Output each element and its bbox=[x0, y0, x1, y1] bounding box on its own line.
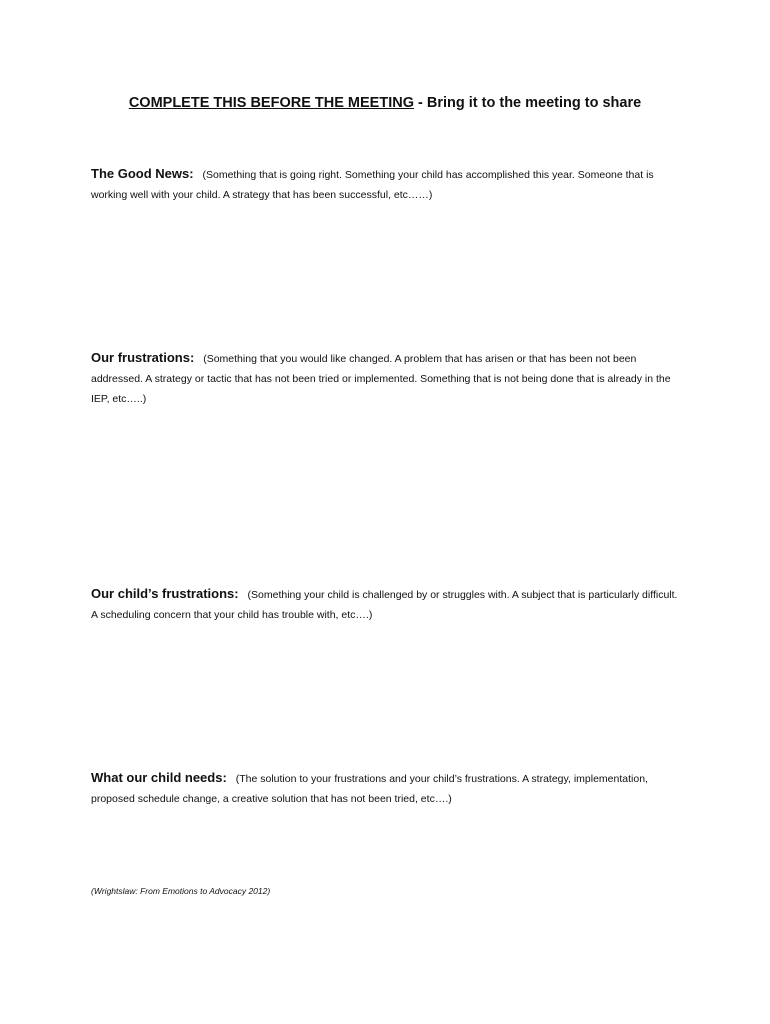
section-childs-frustrations bbox=[91, 584, 681, 625]
section-text: (The solution to your frustrations and your child’s frustrations. A strategy, implementation, proposed schedule change, a creative solution that has not been tried, etc….) bbox=[91, 773, 648, 805]
page-title bbox=[0, 95, 770, 111]
section-our-frustrations bbox=[91, 348, 681, 409]
section-heading: Our child’s frustrations: bbox=[91, 586, 239, 601]
section-heading: The Good News: bbox=[91, 166, 194, 181]
section-child-needs bbox=[91, 768, 681, 809]
citation: (Wrightslaw: From Emotions to Advocacy 2012) bbox=[91, 886, 271, 896]
section-heading: What our child needs: bbox=[91, 770, 227, 785]
section-text: (Something your child is challenged by or struggles with. A subject that is particularly difficult. A scheduling concern that your child has trouble with, etc….) bbox=[91, 589, 678, 621]
title-underlined: COMPLETE THIS BEFORE THE MEETING bbox=[128, 95, 414, 111]
section-good-news bbox=[91, 164, 681, 205]
title-rest: - Bring it to the meeting to share bbox=[414, 95, 642, 111]
section-text: (Something that you would like changed. A problem that has arisen or that has been not been addressed. A strategy or tactic that has not been tried or implemented. Something that is not being done that is already in the IEP, etc…..) bbox=[91, 353, 671, 405]
section-text: (Something that is going right. Something your child has accomplished this year. Someone that is working well with your child. A strategy that has been successful, etc……) bbox=[91, 169, 654, 201]
section-heading: Our frustrations: bbox=[91, 350, 195, 365]
